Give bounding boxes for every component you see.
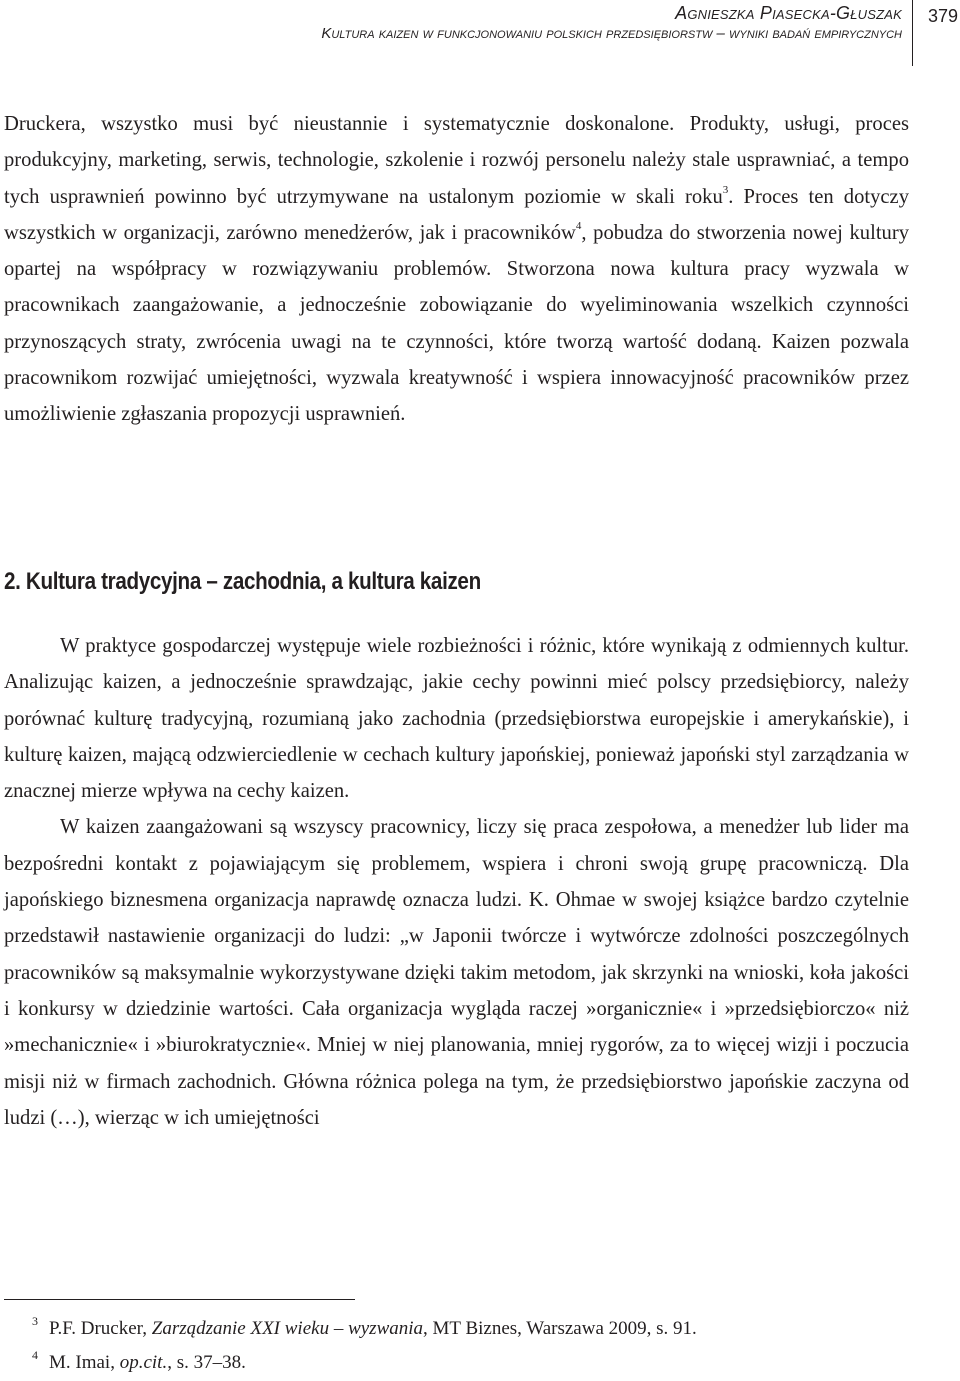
footnote-author: P.F. Drucker, bbox=[49, 1318, 152, 1339]
paragraph-1 bbox=[4, 106, 909, 433]
paragraph-1-part-1: Druckera, wszystko musi być nieustannie i systematycznie doskonalone. Produkty, usługi, proces produkcyjny, marketing, serwis, technologie, szkolenie i rozwój personelu należy stale usprawniać, a tempo tych usprawnień powinno być utrzymywane na ustalonym poziomie w skali roku bbox=[4, 113, 909, 208]
footnote-publisher: , MT Biznes, Warszawa 2009, s. 91. bbox=[423, 1318, 697, 1339]
footnote-number: 4 bbox=[32, 1348, 38, 1362]
footnote-separator bbox=[4, 1299, 355, 1300]
footnote-title: Zarządzanie XXI wieku – wyzwania bbox=[151, 1318, 424, 1339]
header-author: Agnieszka Piasecka-Głuszak bbox=[675, 3, 902, 23]
header-divider bbox=[912, 0, 913, 66]
footnote-text bbox=[49, 1318, 697, 1340]
footnote-number: 3 bbox=[32, 1314, 38, 1328]
running-header bbox=[0, 0, 960, 70]
page-number: 379 bbox=[928, 6, 959, 26]
section-body bbox=[4, 628, 909, 1136]
paragraph-2: W praktyce gospodarczej występuje wiele rozbieżności i różnic, które wynikają z odmiennych kultur. Analizując kaizen, a jednocześnie sprawdzając, jakie cechy powinni mieć polscy przedsiębiorcy, należy porównać kulturę tradycyjną, rozumianą jako zachodnia (przedsiębiorstwa europejskie i amerykańskie), i kulturę kaizen, mającą odzwierciedlenie w cechach kultury japońskiej, ponieważ japoński styl zarządzania w znacznej mierze wpływa na cechy kaizen. bbox=[4, 635, 909, 803]
paragraph-continued bbox=[4, 106, 909, 433]
header-subtitle: Kultura kaizen w funkcjonowaniu polskich przedsiębiorstw – wyniki badań empirycznych bbox=[321, 25, 902, 42]
footnote-title: op.cit. bbox=[119, 1352, 168, 1373]
section-heading: 2. Kultura tradycyjna – zachodnia, a kultura kaizen bbox=[4, 568, 481, 595]
paragraph-3: W kaizen zaangażowani są wszyscy pracownicy, liczy się praca zespołowa, a menedżer lub lider ma bezpośredni kontakt z pojawiającym się problemem, wspiera i chroni swoją grupę pracowniczą. Dla japońskiego biznesmena organizacja naprawdę oznacza ludzi. K. Ohmae w swojej książce bardzo czytelnie przedstawił nastawienie organizacji do ludzi: „w Japonii twórcze i wytwórcze zdolności poszczególnych pracowników są maksymalnie wykorzystywane dzięki takim metodom, jak skrzynki na wnioski, koła jakości i konkursy w dziedzinie wartości. Cała organizacja wygląda raczej »organicznie« i »przedsiębiorczo« niż »mechanicznie« i »biurokratycznie«. Mniej w niej planowania, mniej rygorów, za to więcej wizji i poczucia misji niż w firmach zachodnich. Główna różnica polega na tym, że przedsiębiorstwo japońskie zaczyna od ludzi (…), wierząc w ich umiejętności bbox=[4, 816, 909, 1129]
footnote-ref-4[interactable]: 4 bbox=[575, 220, 582, 233]
footnote-pages: , s. 37–38. bbox=[167, 1352, 246, 1373]
footnote-text bbox=[49, 1352, 246, 1374]
footnote-ref-3[interactable]: 3 bbox=[722, 183, 729, 196]
paragraph-1-part-2: . Proces ten dotyczy wszystkich w organizacji, zarówno menedżerów, jak i pracowników bbox=[4, 185, 909, 244]
paragraph-1-part-3: , pobudza do stworzenia nowej kultury opartej na współpracy w rozwiązywaniu problemów. Stworzona nowa kultura pracy wyzwala w pracownikach zaangażowanie, a jednocześnie zobowiązanie do wyeliminowania wszelkich czynności przynoszących straty, zwrócenia uwagi na te czynności, które tworzą wartość dodaną. Kaizen pozwala pracownikom rozwijać umiejętności, wyzwala kreatywność i wspiera innowacyjność pracowników przez umożliwienie zgłaszania propozycji usprawnień. bbox=[4, 221, 910, 426]
footnote-author: M. Imai, bbox=[49, 1352, 120, 1373]
